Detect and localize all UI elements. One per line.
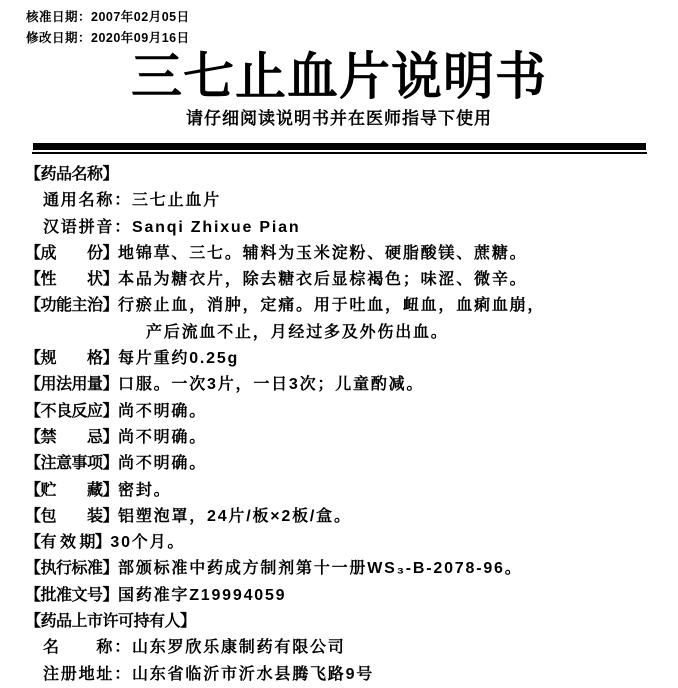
row-label: 【执行标准】 <box>25 560 119 578</box>
row-text: 注册地址：山东省临沂市沂水县腾飞路9号 <box>43 665 375 683</box>
leaflet-row <box>0 320 678 346</box>
row-text: 通用名称：三七止血片 <box>43 192 222 210</box>
row-label: 【性 状】 <box>25 271 119 289</box>
leaflet-row <box>0 188 678 214</box>
row-text: 口服。一次3片，一日3次；儿童酌减。 <box>118 376 425 394</box>
leaflet-row <box>0 530 678 556</box>
header-separator <box>32 143 647 154</box>
thick-rule <box>33 143 646 150</box>
row-label: 【禁 忌】 <box>25 428 119 446</box>
leaflet-row <box>0 346 678 372</box>
leaflet-row <box>0 372 678 398</box>
page-subtitle: 请仔细阅读说明书并在医师指导下使用 <box>186 109 492 128</box>
leaflet-row <box>0 609 678 635</box>
row-label: 【功能主治】 <box>25 297 119 315</box>
leaflet-rows <box>0 162 678 688</box>
page-title: 三七止血片说明书 <box>130 50 547 106</box>
row-text: 本品为糖衣片，除去糖衣后显棕褐色；味涩、微辛。 <box>118 271 528 289</box>
row-text: 产后流血不止，月经过多及外伤出血。 <box>146 323 449 341</box>
leaflet-row <box>0 478 678 504</box>
row-text: 尚不明确。 <box>118 455 208 473</box>
row-text: 地锦草、三七。辅料为玉米淀粉、硬脂酸镁、蔗糖。 <box>118 244 528 262</box>
row-label: 【成 份】 <box>25 244 119 262</box>
row-label: 【不良反应】 <box>25 402 119 420</box>
row-text: 汉语拼音：Sanqi Zhixue Pian <box>43 218 301 236</box>
row-text: 尚不明确。 <box>118 402 208 420</box>
row-text: 行瘀止血，消肿，定痛。用于吐血，衄血，血痢血崩， <box>118 297 546 315</box>
revision-date: 修改日期：2020年09月16日 <box>26 31 190 45</box>
approval-date: 核准日期：2007年02月05日 <box>26 10 190 24</box>
date-block <box>0 0 678 49</box>
leaflet-row <box>0 662 678 688</box>
leaflet-row <box>0 267 678 293</box>
row-text: 名 称：山东罗欣乐康制药有限公司 <box>43 639 346 657</box>
row-text: 尚不明确。 <box>118 428 208 446</box>
leaflet-row <box>0 162 678 188</box>
row-label: 【贮 藏】 <box>25 481 119 499</box>
row-text: 密封。 <box>118 481 172 499</box>
row-label: 【规 格】 <box>25 350 119 368</box>
row-label: 【包 装】 <box>25 507 119 525</box>
row-label: 【药品名称】 <box>25 166 119 183</box>
leaflet-row <box>0 241 678 267</box>
leaflet-row <box>0 215 678 241</box>
row-text: 30个月。 <box>110 534 186 552</box>
leaflet-row <box>0 425 678 451</box>
leaflet-row <box>0 293 678 319</box>
thin-rule <box>32 152 647 154</box>
leaflet-row <box>0 451 678 477</box>
leaflet-row <box>0 504 678 530</box>
row-label: 【注意事项】 <box>25 455 119 473</box>
leaflet-row <box>0 635 678 661</box>
row-text: 铝塑泡罩，24片/板×2板/盒。 <box>118 507 352 525</box>
row-label: 【有 效 期】 <box>25 534 111 552</box>
row-text: 部颁标准中药成方制剂第十一册WS₃-B-2078-96。 <box>118 560 523 578</box>
row-label: 【用法用量】 <box>25 376 119 394</box>
leaflet-row <box>0 556 678 582</box>
row-text: 国药准字Z19994059 <box>118 586 287 604</box>
leaflet-row <box>0 399 678 425</box>
row-label: 【药品上市许可持有人】 <box>25 613 196 631</box>
row-text: 每片重约0.25g <box>118 350 240 368</box>
leaflet-row <box>0 583 678 609</box>
row-label: 【批准文号】 <box>25 586 119 604</box>
